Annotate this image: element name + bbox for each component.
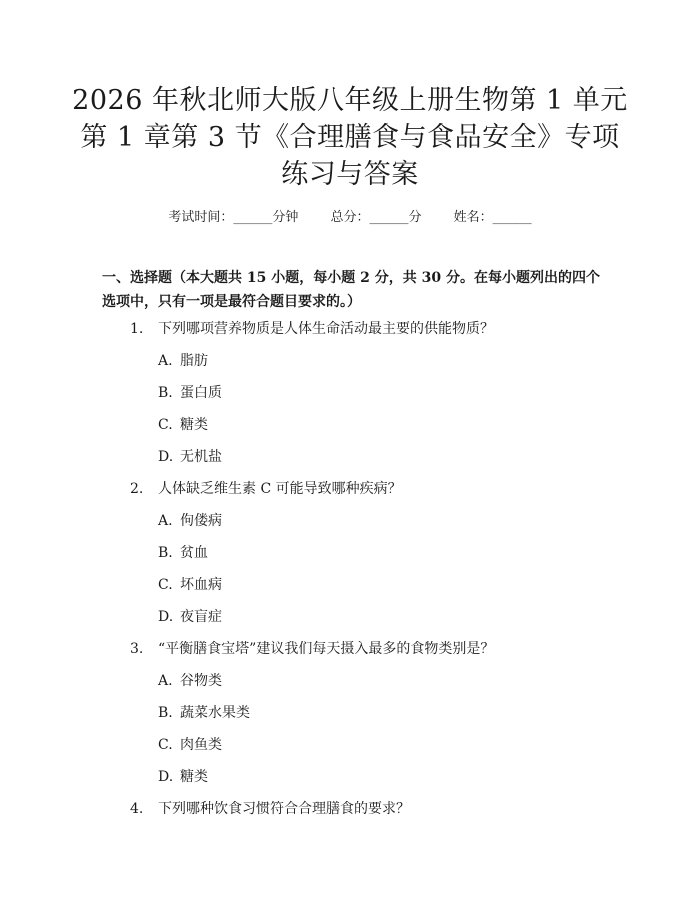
page-title (60, 82, 640, 193)
option-text: 蛋白质 (180, 385, 222, 401)
option-text: 夜盲症 (180, 609, 222, 625)
option-text: 谷物类 (180, 673, 222, 689)
title-line-1: 2026 年秋北师大版八年级上册生物第 1 单元 (72, 85, 628, 116)
option-1b (158, 382, 222, 402)
option-2b (158, 542, 208, 562)
option-letter: A. (158, 673, 173, 689)
question-text: 下列哪种饮食习惯符合合理膳食的要求？ (158, 801, 410, 817)
option-text: 糖类 (180, 417, 208, 433)
option-3a (158, 670, 222, 690)
option-letter: D. (158, 449, 174, 465)
option-text: 蔬菜水果类 (180, 705, 250, 721)
option-3d (158, 766, 208, 786)
title-line-2: 第 1 章第 3 节《合理膳食与食品安全》专项 (80, 122, 620, 153)
total-score-field: 总分：______分 (330, 210, 422, 225)
option-letter: C. (158, 417, 173, 433)
option-3b (158, 702, 250, 722)
option-2d (158, 606, 222, 626)
option-2a (158, 510, 222, 530)
option-text: 脂肪 (180, 353, 208, 369)
title-line-3: 练习与答案 (281, 159, 419, 190)
question-text: “平衡膳食宝塔”建议我们每天摄入最多的食物类别是？ (158, 641, 495, 657)
option-letter: B. (158, 545, 173, 561)
exam-info-line (0, 206, 700, 225)
option-letter: A. (158, 353, 173, 369)
option-2c (158, 574, 222, 594)
question-number: 4. (130, 801, 144, 817)
option-letter: C. (158, 577, 173, 593)
option-letter: B. (158, 705, 173, 721)
question-number: 3. (130, 641, 144, 657)
option-1c (158, 414, 208, 434)
name-field: 姓名：______ (453, 210, 532, 225)
option-text: 佝偻病 (180, 513, 222, 529)
question-3 (130, 638, 494, 658)
question-number: 2. (130, 481, 144, 497)
option-text: 贫血 (180, 545, 208, 561)
question-1 (130, 318, 494, 338)
question-text: 人体缺乏维生素 C 可能导致哪种疾病？ (158, 481, 402, 497)
question-text: 下列哪项营养物质是人体生命活动最主要的供能物质？ (158, 321, 494, 337)
option-1d (158, 446, 222, 466)
option-3c (158, 734, 222, 754)
option-text: 肉鱼类 (180, 737, 222, 753)
option-letter: A. (158, 513, 173, 529)
exam-time-field: 考试时间：______分钟 (168, 210, 299, 225)
option-letter: C. (158, 737, 173, 753)
section-heading: 一、选择题（本大题共 15 小题，每小题 2 分，共 30 分。在每小题列出的四个选项中，只有一项是最符合题目要求的。） (102, 270, 600, 310)
option-1a (158, 350, 208, 370)
question-number: 1. (130, 321, 144, 337)
option-text: 坏血病 (180, 577, 222, 593)
option-text: 糖类 (180, 769, 208, 785)
option-letter: D. (158, 609, 174, 625)
option-letter: B. (158, 385, 173, 401)
option-text: 无机盐 (180, 449, 222, 465)
option-letter: D. (158, 769, 174, 785)
question-2 (130, 478, 402, 498)
question-4 (130, 798, 410, 818)
